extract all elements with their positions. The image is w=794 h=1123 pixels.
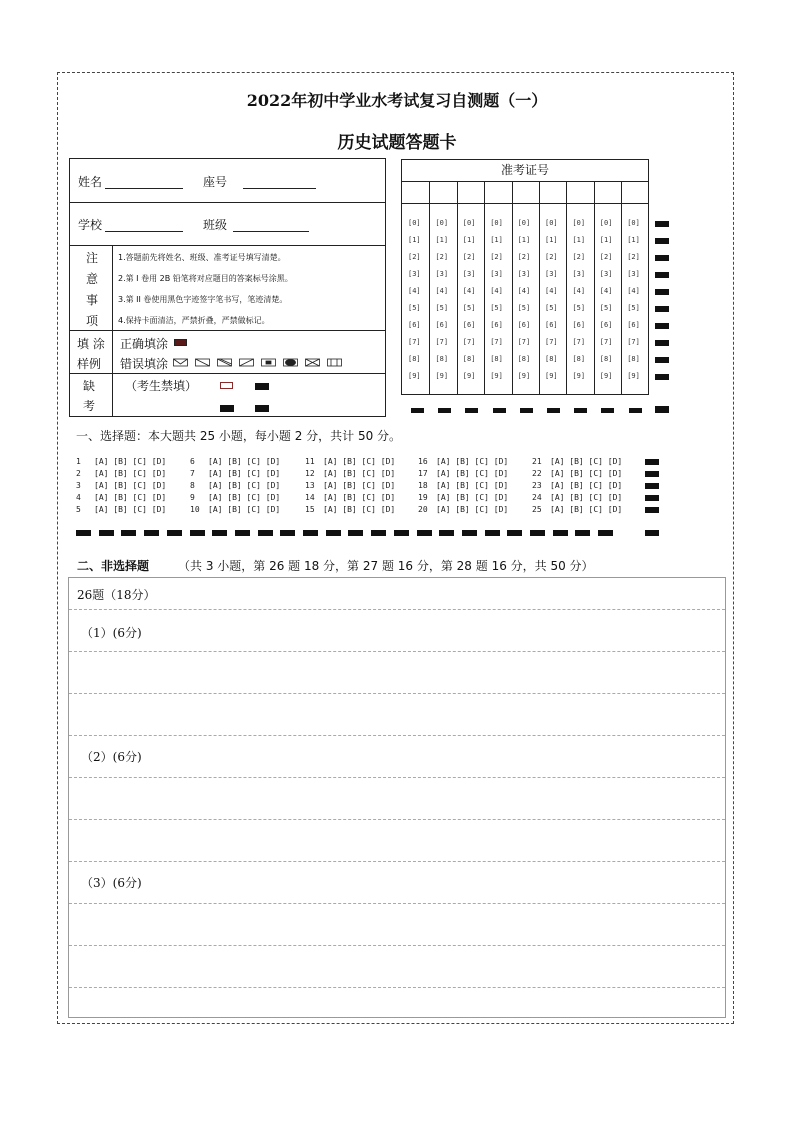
timing-mark — [655, 374, 669, 380]
exam-id-bubble[interactable]: [2] — [599, 253, 613, 261]
exam-id-bubble[interactable]: [0] — [572, 219, 586, 227]
mcq-options[interactable]: [A] [B] [C] [D] — [323, 493, 396, 502]
timing-mark — [220, 405, 234, 412]
section2-title: 二、非选择题 — [77, 559, 150, 573]
exam-id-bubble[interactable]: [9] — [627, 372, 640, 380]
note-2: 2.第 I 卷用 2B 铅笔将对应题目的答案标号涂黑。 — [118, 274, 293, 283]
timing-mark — [530, 530, 545, 536]
school-field[interactable] — [105, 231, 183, 232]
exam-id-bubble[interactable]: [7] — [408, 338, 421, 346]
mcq-number: 25 — [532, 505, 542, 514]
mcq-options[interactable]: [A] [B] [C] [D] — [550, 481, 623, 490]
wrong-fill-samples — [173, 358, 343, 368]
timing-mark — [121, 530, 136, 536]
school-label: 学校 — [78, 218, 103, 232]
exam-id-bubble[interactable]: [4] — [408, 287, 421, 295]
absent-checkbox[interactable] — [220, 382, 233, 389]
mcq-options[interactable]: [A] [B] [C] [D] — [323, 505, 396, 514]
absent-label: （考生禁填） — [125, 379, 198, 393]
exam-id-digit-cell[interactable] — [539, 181, 566, 203]
exam-id-bubble[interactable]: [3] — [462, 270, 476, 278]
exam-id-bubble[interactable]: [9] — [545, 372, 558, 380]
notes-head-1: 注 — [86, 251, 99, 265]
exam-id-bubble[interactable]: [6] — [627, 321, 640, 329]
seat-label: 座号 — [203, 175, 228, 189]
exam-id-bubble[interactable]: [9] — [408, 372, 421, 380]
exam-id-bubble[interactable]: [3] — [408, 270, 421, 278]
exam-id-bubble[interactable]: [5] — [627, 304, 640, 312]
timing-mark — [553, 530, 568, 536]
correct-fill-label: 正确填涂 — [120, 337, 169, 351]
mcq-number: 8 — [190, 481, 195, 490]
exam-title: 2022年初中学业水考试复习自测题（一） — [246, 91, 548, 110]
timing-mark — [655, 238, 669, 244]
exam-id-bubble[interactable]: [5] — [545, 304, 558, 312]
timing-mark — [255, 383, 269, 390]
exam-id-digit-cell[interactable] — [512, 181, 539, 203]
exam-id-bubble[interactable]: [4] — [545, 287, 558, 295]
exam-id-bubble[interactable]: [3] — [435, 270, 449, 278]
exam-id-bubble[interactable]: [9] — [490, 372, 503, 380]
exam-id-bubble[interactable]: [7] — [490, 338, 503, 346]
timing-mark — [520, 408, 533, 413]
mcq-options[interactable]: [A] [B] [C] [D] — [94, 469, 167, 478]
timing-mark — [485, 530, 500, 536]
mcq-number: 5 — [76, 505, 81, 514]
mcq-number: 2 — [76, 469, 81, 478]
exam-id-bubble[interactable]: [8] — [408, 355, 421, 363]
exam-id-bubble[interactable]: [2] — [408, 253, 421, 261]
mcq-options[interactable]: [A] [B] [C] [D] — [208, 505, 281, 514]
exam-id-bubble[interactable]: [8] — [435, 355, 449, 363]
exam-id-bubble[interactable]: [7] — [462, 338, 476, 346]
timing-mark — [303, 530, 318, 536]
q26-title: 26题（18分） — [77, 588, 156, 602]
note-1: 1.答题前先将姓名、班级、准考证号填写清楚。 — [118, 253, 286, 262]
mcq-number: 1 — [76, 457, 81, 466]
exam-id-bubble[interactable]: [7] — [517, 338, 531, 346]
mcq-options[interactable]: [A] [B] [C] [D] — [436, 481, 509, 490]
timing-mark — [655, 406, 669, 413]
mcq-options[interactable]: [A] [B] [C] [D] — [550, 493, 623, 502]
exam-id-bubble[interactable]: [1] — [572, 236, 586, 244]
exam-id-bubble[interactable]: [6] — [462, 321, 476, 329]
mcq-options[interactable]: [A] [B] [C] [D] — [94, 481, 167, 490]
mcq-options[interactable]: [A] [B] [C] [D] — [208, 493, 281, 502]
mcq-number: 16 — [418, 457, 428, 466]
timing-mark — [348, 530, 363, 536]
timing-mark — [167, 530, 182, 536]
mcq-options[interactable]: [A] [B] [C] [D] — [550, 469, 623, 478]
exam-id-bubble[interactable]: [9] — [599, 372, 613, 380]
exam-id-bubble[interactable]: [6] — [572, 321, 586, 329]
mcq-options[interactable]: [A] [B] [C] [D] — [208, 481, 281, 490]
exam-id-bubble[interactable]: [2] — [627, 253, 640, 261]
seat-field[interactable] — [243, 188, 316, 189]
exam-id-bubble[interactable]: [4] — [435, 287, 449, 295]
exam-id-bubble[interactable]: [2] — [572, 253, 586, 261]
class-field[interactable] — [233, 231, 309, 232]
q26-part3: （3）(6分) — [81, 876, 142, 890]
exam-id-digit-cell[interactable] — [484, 181, 511, 203]
fill-head-1: 填 涂 — [77, 337, 105, 351]
timing-mark — [574, 408, 587, 413]
mcq-number: 15 — [305, 505, 315, 514]
timing-mark — [144, 530, 159, 536]
class-label: 班级 — [203, 218, 228, 232]
exam-id-bubble[interactable]: [2] — [490, 253, 503, 261]
exam-id-bubble[interactable]: [1] — [545, 236, 558, 244]
timing-mark — [655, 306, 669, 312]
timing-mark — [462, 530, 477, 536]
exam-id-digit-cell[interactable] — [621, 181, 648, 203]
exam-id-bubble[interactable]: [6] — [435, 321, 449, 329]
name-field[interactable] — [105, 188, 183, 189]
exam-id-bubble[interactable]: [6] — [490, 321, 503, 329]
exam-id-bubble[interactable]: [1] — [599, 236, 613, 244]
exam-id-bubble[interactable]: [1] — [408, 236, 421, 244]
note-3: 3.第 II 卷使用黑色字迹签字笔书写，笔迹清楚。 — [118, 295, 288, 304]
exam-id-col-divider — [539, 181, 540, 394]
timing-mark — [371, 530, 386, 536]
exam-id-bubble[interactable]: [1] — [517, 236, 531, 244]
exam-id-bubble[interactable]: [1] — [462, 236, 476, 244]
mcq-options[interactable]: [A] [B] [C] [D] — [323, 457, 396, 466]
timing-mark — [645, 459, 659, 465]
exam-id-bubble[interactable]: [4] — [490, 287, 503, 295]
exam-id-bubble[interactable]: [0] — [517, 219, 531, 227]
exam-id-bubble[interactable]: [7] — [599, 338, 613, 346]
exam-id-bubble[interactable]: [7] — [572, 338, 586, 346]
mcq-number: 23 — [532, 481, 542, 490]
exam-id-bubble[interactable]: [9] — [462, 372, 476, 380]
timing-mark — [655, 289, 669, 295]
timing-mark — [439, 530, 454, 536]
mcq-options[interactable]: [A] [B] [C] [D] — [208, 457, 281, 466]
mcq-number: 21 — [532, 457, 542, 466]
exam-id-bubble[interactable]: [9] — [517, 372, 531, 380]
timing-mark — [655, 255, 669, 261]
exam-id-bubble[interactable]: [2] — [435, 253, 449, 261]
exam-id-bubble[interactable]: [0] — [435, 219, 449, 227]
mcq-options[interactable]: [A] [B] [C] [D] — [436, 493, 509, 502]
timing-mark — [99, 530, 114, 536]
timing-mark — [507, 530, 522, 536]
card-subtitle: 历史试题答题卡 — [337, 133, 457, 153]
timing-mark — [645, 495, 659, 501]
exam-id-digit-cell[interactable] — [566, 181, 593, 203]
mcq-number: 10 — [190, 505, 200, 514]
exam-id-bubble[interactable]: [5] — [599, 304, 613, 312]
mcq-options[interactable]: [A] [B] [C] [D] — [436, 457, 509, 466]
timing-mark — [258, 530, 273, 536]
fill-head-2: 样例 — [77, 357, 102, 371]
exam-id-digit-cell[interactable] — [594, 181, 621, 203]
exam-id-bubble[interactable]: [6] — [517, 321, 531, 329]
exam-id-bubble[interactable]: [1] — [490, 236, 503, 244]
mcq-number: 13 — [305, 481, 315, 490]
mcq-number: 19 — [418, 493, 428, 502]
exam-id-bubble[interactable]: [3] — [572, 270, 586, 278]
mcq-number: 14 — [305, 493, 315, 502]
correct-fill-sample — [174, 339, 187, 346]
exam-id-bubble[interactable]: [8] — [490, 355, 503, 363]
timing-mark — [394, 530, 409, 536]
timing-mark — [645, 471, 659, 477]
exam-id-bubble[interactable]: [3] — [599, 270, 613, 278]
timing-mark — [438, 408, 451, 413]
exam-id-grid — [401, 159, 649, 395]
absent-head-2: 考 — [83, 399, 96, 413]
mcq-options[interactable]: [A] [B] [C] [D] — [323, 481, 396, 490]
timing-mark — [326, 530, 341, 536]
section2-desc: （共 3 小题，第 26 题 18 分，第 27 题 16 分，第 28 题 16 分，共 50 分） — [178, 559, 594, 573]
exam-id-bubble[interactable]: [9] — [435, 372, 449, 380]
exam-id-bubble[interactable]: [0] — [545, 219, 558, 227]
timing-mark — [655, 323, 669, 329]
exam-id-digit-cell[interactable] — [429, 181, 456, 203]
timing-mark — [280, 530, 295, 536]
exam-id-bubble[interactable]: [1] — [627, 236, 640, 244]
exam-id-bubble[interactable]: [5] — [517, 304, 531, 312]
exam-id-digit-cell[interactable] — [402, 181, 429, 203]
exam-id-bubble[interactable]: [2] — [545, 253, 558, 261]
timing-mark — [601, 408, 614, 413]
exam-id-col-divider — [429, 181, 430, 394]
timing-mark — [655, 340, 669, 346]
timing-mark — [655, 272, 669, 278]
timing-mark — [629, 408, 642, 413]
timing-mark — [411, 408, 424, 413]
timing-mark — [655, 221, 669, 227]
exam-id-bubble[interactable]: [7] — [627, 338, 640, 346]
section1-title: 一、选择题：本大题共 25 小题，每小题 2 分，共计 50 分。 — [76, 429, 402, 443]
timing-mark — [645, 507, 659, 513]
exam-id-bubble[interactable]: [8] — [599, 355, 613, 363]
exam-id-col-divider — [512, 181, 513, 394]
exam-id-bubble[interactable]: [4] — [517, 287, 531, 295]
name-label: 姓名 — [78, 175, 103, 189]
exam-id-bubble[interactable]: [5] — [572, 304, 586, 312]
mcq-options[interactable]: [A] [B] [C] [D] — [550, 505, 623, 514]
exam-id-bubble[interactable]: [8] — [627, 355, 640, 363]
mcq-number: 17 — [418, 469, 428, 478]
mcq-number: 12 — [305, 469, 315, 478]
exam-id-bubble[interactable]: [3] — [627, 270, 640, 278]
exam-id-bubble[interactable]: [0] — [408, 219, 421, 227]
exam-id-bubble[interactable]: [9] — [572, 372, 586, 380]
exam-id-bubble[interactable]: [3] — [545, 270, 558, 278]
q26-part1: （1）(6分) — [81, 626, 142, 640]
exam-id-bubble[interactable]: [1] — [435, 236, 449, 244]
exam-id-bubble[interactable]: [2] — [517, 253, 531, 261]
mcq-options[interactable]: [A] [B] [C] [D] — [436, 505, 509, 514]
mcq-options[interactable]: [A] [B] [C] [D] — [94, 493, 167, 502]
timing-mark — [598, 530, 613, 536]
timing-mark — [645, 530, 659, 536]
timing-mark — [212, 530, 227, 536]
absent-head-1: 缺 — [83, 379, 96, 393]
exam-id-bubble[interactable]: [6] — [545, 321, 558, 329]
mcq-options[interactable]: [A] [B] [C] [D] — [323, 469, 396, 478]
mcq-number: 20 — [418, 505, 428, 514]
exam-id-bubble[interactable]: [8] — [517, 355, 531, 363]
timing-mark — [547, 408, 560, 413]
exam-id-bubble[interactable]: [5] — [435, 304, 449, 312]
exam-id-col-divider — [594, 181, 595, 394]
mcq-options[interactable]: [A] [B] [C] [D] — [550, 457, 623, 466]
exam-id-bubble[interactable]: [4] — [627, 287, 640, 295]
mcq-number: 3 — [76, 481, 81, 490]
timing-mark — [655, 357, 669, 363]
exam-id-bubble[interactable]: [8] — [545, 355, 558, 363]
q26-part2: （2）(6分) — [81, 750, 142, 764]
timing-mark — [190, 530, 205, 536]
mcq-number: 11 — [305, 457, 315, 466]
exam-id-bubble[interactable]: [0] — [627, 219, 640, 227]
exam-id-bubble[interactable]: [0] — [599, 219, 613, 227]
mcq-number: 9 — [190, 493, 195, 502]
mcq-options[interactable]: [A] [B] [C] [D] — [208, 469, 281, 478]
timing-mark — [575, 530, 590, 536]
exam-id-bubble[interactable]: [5] — [490, 304, 503, 312]
timing-mark — [255, 405, 269, 412]
exam-id-col-divider — [566, 181, 567, 394]
exam-id-digit-cell[interactable] — [457, 181, 484, 203]
notes-head-3: 事 — [86, 293, 99, 307]
timing-mark — [417, 530, 432, 536]
exam-id-bubble[interactable]: [6] — [599, 321, 613, 329]
exam-id-bubble[interactable]: [5] — [408, 304, 421, 312]
exam-id-bubble[interactable]: [0] — [490, 219, 503, 227]
timing-mark — [645, 483, 659, 489]
exam-id-bubble[interactable]: [3] — [517, 270, 531, 278]
exam-id-col-divider — [621, 181, 622, 394]
exam-id-bubble[interactable]: [4] — [572, 287, 586, 295]
exam-id-bubble[interactable]: [2] — [462, 253, 476, 261]
mcq-number: 7 — [190, 469, 195, 478]
exam-id-col-divider — [457, 181, 458, 394]
mcq-number: 6 — [190, 457, 195, 466]
exam-id-bubble[interactable]: [7] — [435, 338, 449, 346]
timing-mark — [76, 530, 91, 536]
wrong-fill-label: 错误填涂 — [120, 357, 169, 371]
mcq-number: 18 — [418, 481, 428, 490]
mcq-number: 22 — [532, 469, 542, 478]
mcq-number: 4 — [76, 493, 81, 502]
exam-id-bubble[interactable]: [7] — [545, 338, 558, 346]
exam-id-bubble[interactable]: [8] — [462, 355, 476, 363]
mcq-number: 24 — [532, 493, 542, 502]
exam-id-bubble[interactable]: [3] — [490, 270, 503, 278]
exam-id-bubble[interactable]: [4] — [599, 287, 613, 295]
exam-id-bubble[interactable]: [5] — [462, 304, 476, 312]
student-info-box — [69, 158, 386, 417]
timing-mark — [493, 408, 506, 413]
exam-id-bubble[interactable]: [6] — [408, 321, 421, 329]
exam-id-bubble[interactable]: [0] — [462, 219, 476, 227]
timing-mark — [465, 408, 478, 413]
answer-area-q26[interactable] — [68, 577, 726, 1018]
mcq-options[interactable]: [A] [B] [C] [D] — [94, 457, 167, 466]
notes-head-2: 意 — [86, 272, 99, 286]
exam-id-title: 准考证号 — [402, 160, 648, 182]
mcq-options[interactable]: [A] [B] [C] [D] — [436, 469, 509, 478]
timing-mark — [235, 530, 250, 536]
exam-id-bubble[interactable]: [8] — [572, 355, 586, 363]
exam-id-bubble[interactable]: [4] — [462, 287, 476, 295]
exam-id-col-divider — [484, 181, 485, 394]
mcq-options[interactable]: [A] [B] [C] [D] — [94, 505, 167, 514]
notes-head-4: 项 — [86, 314, 99, 328]
note-4: 4.保持卡面清洁，严禁折叠，严禁做标记。 — [118, 316, 270, 325]
